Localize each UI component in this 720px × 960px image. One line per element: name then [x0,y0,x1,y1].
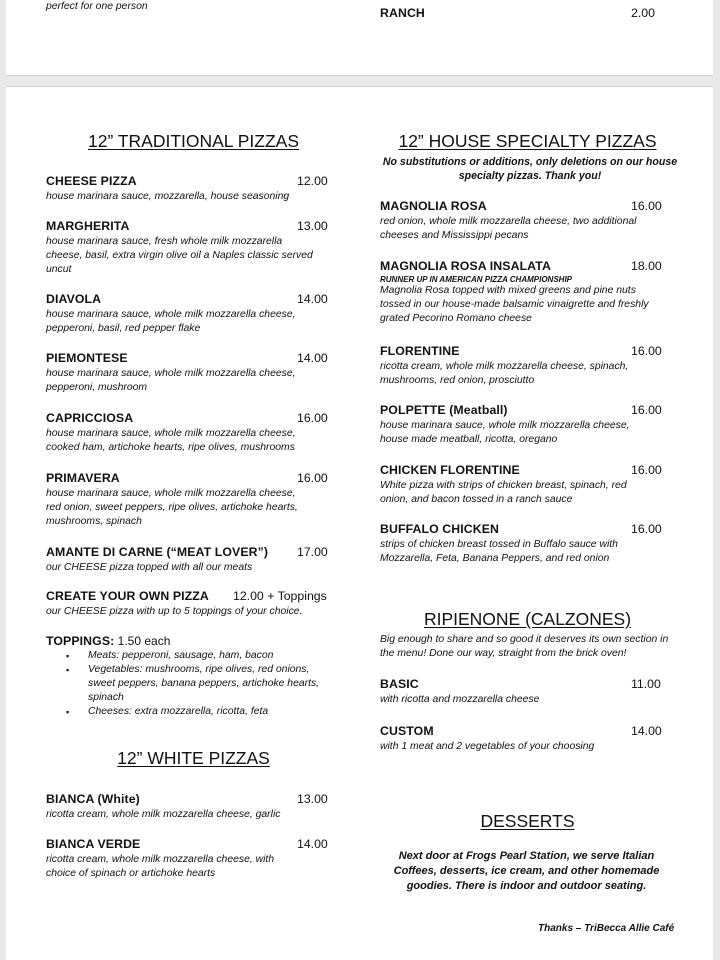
item-price: 14.00 [631,724,662,738]
menu-item [46,792,336,822]
item-price: 16.00 [631,522,662,536]
menu-item [380,677,670,707]
item-name: AMANTE DI CARNE (“MEAT LOVER”) [46,545,269,559]
item-price: 16.00 [631,344,662,358]
item-description: our CHEESE pizza topped with all our meats [46,562,253,573]
item-price: 12.00 + Toppings [233,589,327,603]
menu-item [46,471,336,529]
item-price: 18.00 [631,259,662,273]
menu-item [46,589,346,619]
item-name: BUFFALO CHICKEN [380,522,499,536]
item-price: 13.00 [297,219,328,233]
personal-pizza-description: perfect for one person [46,1,148,12]
item-name: BIANCA VERDE [46,837,141,851]
item-description: ricotta cream, whole milk mozzarella cheese, with choice of spinach or artichoke hearts [46,854,275,879]
ranch-price: 2.00 [631,6,655,20]
toppings-vegetables: ▪ Vegetables: mushrooms, ripe olives, red onions, sweet peppers, banana peppers, artichoke hearts, spinach [46,663,331,705]
item-description: with ricotta and mozzarella cheese [380,694,540,705]
item-name: MARGHERITA [46,219,130,233]
item-description: house marinara sauce, whole milk mozzarella cheese, cooked ham, artichoke hearts, ripe olives, mushrooms [46,428,296,453]
menu-item [380,724,670,754]
menu-item [380,403,670,447]
item-price: 17.00 [297,545,328,559]
item-name: MAGNOLIA ROSA INSALATA [380,259,551,273]
item-price: 14.00 [297,292,328,306]
item-price: 16.00 [631,403,662,417]
item-description: house marinara sauce, fresh whole milk mozzarella cheese, basil, extra virgin olive oil a Naples classic served uncut [46,236,313,275]
item-price: 16.00 [631,463,662,477]
item-price: 12.00 [297,174,328,188]
item-description: ricotta cream, whole milk mozzarella cheese, spinach, mushrooms, red onion, prosciutto [380,361,629,386]
item-name: POLPETTE (Meatball) [380,403,508,417]
item-description: house marinara sauce, whole milk mozzarella cheese, house made meatball, ricotta, oregano [380,420,630,445]
desserts-text: Next door at Frogs Pearl Station, we serve Italian Coffees, desserts, ice cream, and other homemade goodies. There is indoor and outdoor seating. [393,850,660,892]
item-price: 16.00 [631,199,662,213]
award-note: RUNNER UP IN AMERICAN PIZZA CHAMPIONSHIP [380,275,573,284]
menu-item [380,259,670,326]
thanks-signoff: Thanks – TriBecca Allie Café [538,923,675,934]
item-description: house marinara sauce, mozzarella, house seasoning [46,191,290,202]
item-description: house marinara sauce, whole milk mozzarella cheese, pepperoni, mushroom [46,368,296,393]
item-name: MAGNOLIA ROSA [380,199,487,213]
item-description: ricotta cream, whole milk mozzarella cheese, garlic [46,809,281,820]
menu-item [46,174,336,204]
item-price: 16.00 [297,411,328,425]
calzones-intro: Big enough to share and so good it deserves its own section in the menu! Done our way, straight from the brick oven! [380,634,669,659]
menu-item [46,837,336,881]
item-name: CUSTOM [380,724,434,738]
item-description: house marinara sauce, whole milk mozzarella cheese, red onion, sweet peppers, ripe olives, artichoke hearts, mushrooms, spinach [46,488,298,527]
item-name: CAPRICCIOSA [46,411,134,425]
menu-item [46,351,336,395]
item-description: with 1 meat and 2 vegetables of your choosing [380,741,595,752]
item-description: White pizza with strips of chicken breast, spinach, red onion, and bacon tossed in a ranch sauce [380,480,627,505]
calzones-heading: RIPIENONE (CALZONES) [423,609,632,629]
menu-item [380,344,670,388]
item-name: PRIMAVERA [46,471,120,485]
item-description: red onion, whole milk mozzarella cheese, two additional cheeses and Mississippi pecans [380,216,637,241]
menu-item [46,292,336,336]
main-menu-card [6,86,713,960]
item-description: house marinara sauce, whole milk mozzarella cheese, pepperoni, basil, red pepper flake [46,309,296,334]
specialty-pizzas-heading: 12” HOUSE SPECIALTY PIZZAS [398,131,657,151]
ranch-name: RANCH [380,6,425,20]
item-name: BIANCA (White) [46,792,140,806]
toppings-price: 1.50 each [117,634,171,648]
menu-item [380,199,670,243]
item-name: CHICKEN FLORENTINE [380,463,520,477]
white-pizzas-heading: 12” WHITE PIZZAS [117,748,270,768]
item-price: 11.00 [631,677,661,691]
item-price: 14.00 [297,351,328,365]
specialty-note: No substitutions or additions, only deletions on our house specialty pizzas. Thank you! [382,156,678,182]
menu-item [46,219,336,277]
toppings-cheeses: ▪ Cheeses: extra mozzarella, ricotta, feta [46,705,331,719]
item-name: FLORENTINE [380,344,460,358]
menu-item [380,463,670,507]
menu-item [46,411,336,455]
menu-item [46,545,336,575]
item-name: CHEESE PIZZA [46,174,137,188]
desserts-heading: DESSERTS [480,811,575,831]
item-description: Magnolia Rosa topped with mixed greens and pine nuts tossed in our house-made balsamic vinaigrette and freshly grated Pecorino Romano cheese [380,285,649,324]
menu-item [380,522,670,566]
toppings-list [46,649,331,719]
item-price: 16.00 [297,471,328,485]
toppings-section [46,634,336,719]
traditional-pizzas-heading: 12” TRADITIONAL PIZZAS [87,131,300,151]
toppings-meats: ▪ Meats: pepperoni, sausage, ham, bacon [46,649,331,663]
item-name: PIEMONTESE [46,351,128,365]
item-name: BASIC [380,677,419,691]
item-description: our CHEESE pizza with up to 5 toppings of your choice. [46,606,303,617]
toppings-label: TOPPINGS: [46,634,115,648]
item-name: CREATE YOUR OWN PIZZA [46,589,209,603]
item-name: DIAVOLA [46,292,102,306]
item-description: strips of chicken breast tossed in Buffalo sauce with Mozzarella, Feta, Banana Peppers, and red onion [380,539,618,564]
top-menu-card [6,0,713,76]
item-price: 14.00 [297,837,328,851]
item-price: 13.00 [297,792,328,806]
